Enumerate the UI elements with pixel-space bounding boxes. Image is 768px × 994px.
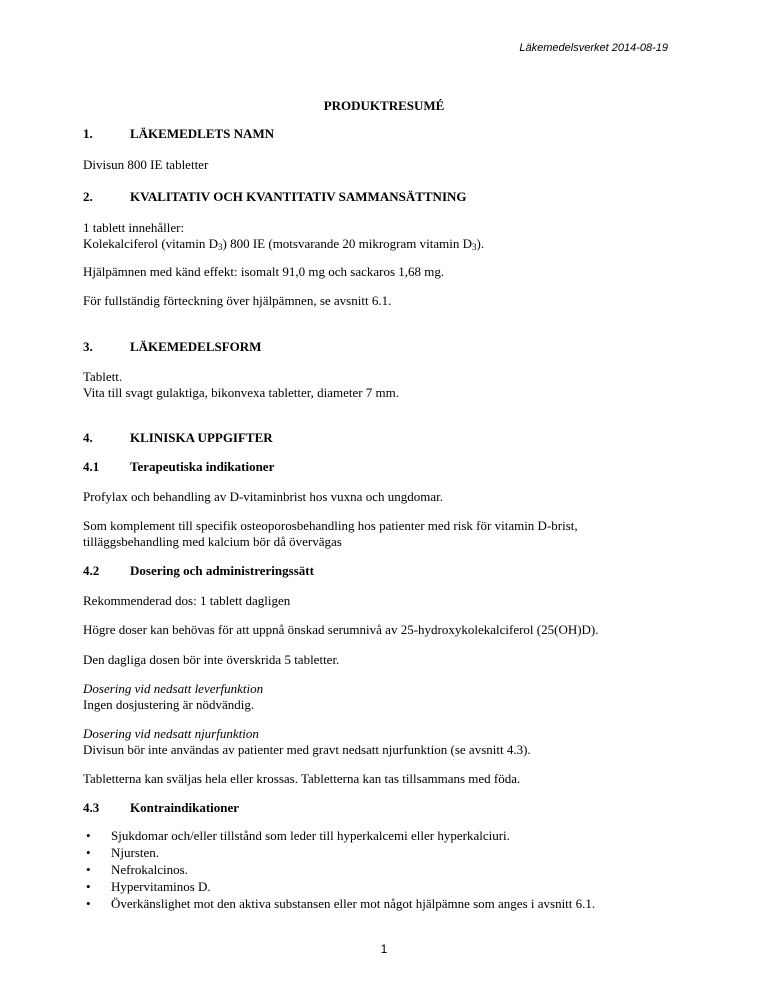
section-number: 1. <box>83 126 93 141</box>
contraindication-list <box>83 827 595 912</box>
bullet-icon: • <box>86 896 91 911</box>
header-agency-date: Läkemedelsverket 2014-08-19 <box>519 42 668 54</box>
dosage-liver-title: Dosering vid nedsatt leverfunktion <box>83 681 264 696</box>
bullet-icon: • <box>86 845 91 860</box>
excipients-reference: För fullständig förteckning över hjälpämnen, se avsnitt 6.1. <box>83 293 392 308</box>
bullet-icon: • <box>86 862 91 877</box>
section-number: 4.2 <box>83 563 100 578</box>
section-title: KVALITATIV OCH KVANTITATIV SAMMANSÄTTNING <box>130 189 467 204</box>
section-4-heading <box>83 430 273 446</box>
list-item: • Hypervitaminos D. <box>86 879 211 894</box>
section-title: KLINISKA UPPGIFTER <box>130 430 273 445</box>
dosage-kidney-title: Dosering vid nedsatt njurfunktion <box>83 726 259 741</box>
indication-line-1: Profylax och behandling av D-vitaminbrist hos vuxna och ungdomar. <box>83 489 443 504</box>
dosage-liver-text: Ingen dosjustering är nödvändig. <box>83 697 255 712</box>
section-title: LÄKEMEDELSFORM <box>130 339 262 354</box>
dosage-line-3: Den dagliga dosen bör inte överskrida 5 tabletter. <box>83 652 340 667</box>
section-2-heading <box>83 189 467 205</box>
dosage-line-1: Rekommenderad dos: 1 tablett dagligen <box>83 593 291 608</box>
composition-intro: 1 tablett innehåller: <box>83 220 185 235</box>
composition-active: Kolekalciferol (vitamin $D_3$) 800 IE (motsvarande 20 mikrogram vitamin $D_3$). <box>83 236 485 252</box>
dosage-line-2: Högre doser kan behövas för att uppnå önskad serumnivå av 25-hydroxykolekalciferol (25(OH)D). <box>83 622 599 637</box>
section-4-2-heading <box>83 563 314 579</box>
section-4-1-heading <box>83 459 274 475</box>
section-title: LÄKEMEDLETS NAMN <box>130 126 275 141</box>
bullet-icon: • <box>86 879 91 894</box>
section-number: 3. <box>83 339 93 354</box>
bullet-icon: • <box>86 828 91 843</box>
section-number: 4. <box>83 430 93 445</box>
indication-line-2: Som komplement till specifik osteoporosbehandling hos patienter med risk för vitamin D-brist, <box>83 518 578 533</box>
list-item: • Nefrokalcinos. <box>86 862 188 877</box>
section-title: Dosering och administreringssätt <box>130 563 314 578</box>
list-item: • Överkänslighet mot den aktiva substansen eller mot något hjälpämne som anges i avsnitt 6.1. <box>86 896 596 911</box>
list-item: • Sjukdomar och/eller tillstånd som leder till hyperkalcemi eller hyperkalciuri. <box>86 828 510 843</box>
section-title: Kontraindikationer <box>130 800 240 815</box>
section-3-heading <box>83 339 261 355</box>
section-number: 4.3 <box>83 800 100 815</box>
dosage-administration: Tabletterna kan sväljas hela eller krossas. Tabletterna kan tas tillsammans med föda. <box>83 771 521 786</box>
product-name: Divisun 800 IE tabletter <box>83 157 209 172</box>
page-number: 1 <box>380 942 388 956</box>
section-1-heading <box>83 126 274 142</box>
form-line-2: Vita till svagt gulaktiga, bikonvexa tabletter, diameter 7 mm. <box>83 385 400 400</box>
section-number: 2. <box>83 189 93 204</box>
section-title: Terapeutiska indikationer <box>130 459 275 474</box>
document-title: PRODUKTRESUMÉ <box>323 98 445 113</box>
indication-line-3: tilläggsbehandling med kalcium bör då övervägas <box>83 534 342 549</box>
form-line-1: Tablett. <box>83 369 123 384</box>
dosage-kidney-text: Divisun bör inte användas av patienter med gravt nedsatt njurfunktion (se avsnitt 4.3). <box>83 742 531 757</box>
list-item: • Njursten. <box>86 845 160 860</box>
excipients-known-effect: Hjälpämnen med känd effekt: isomalt 91,0 mg och sackaros 1,68 mg. <box>83 264 445 279</box>
section-number: 4.1 <box>83 459 100 474</box>
section-4-3-heading <box>83 800 239 816</box>
